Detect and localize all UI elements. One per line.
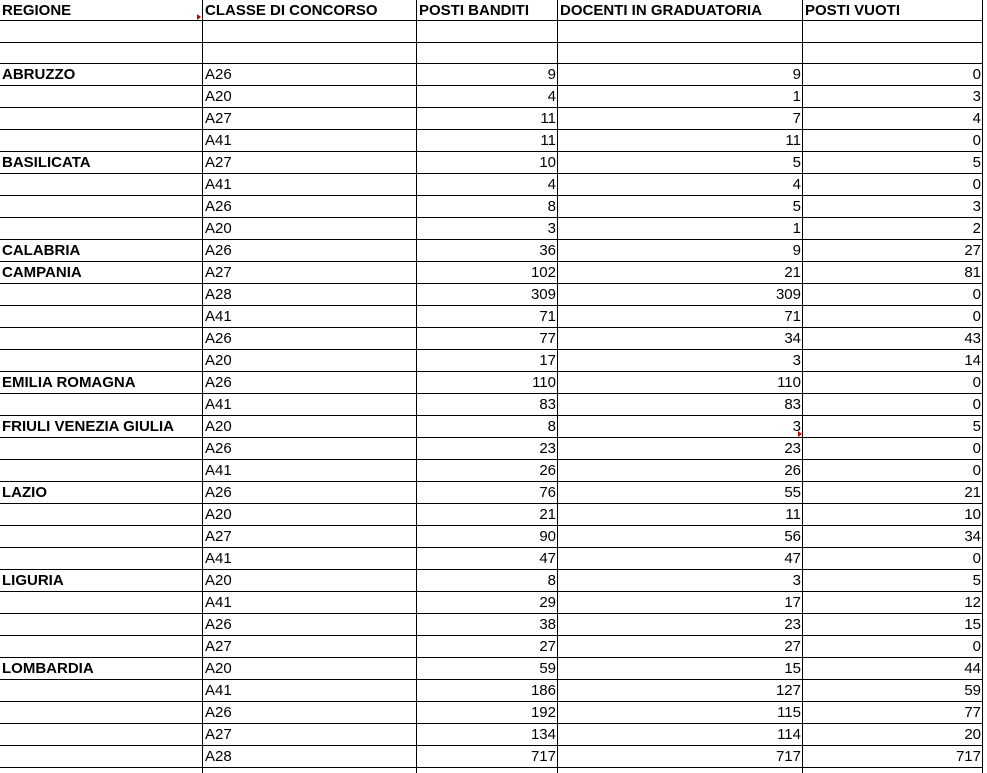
- cell-posti-banditi[interactable]: 17: [539, 352, 556, 369]
- cell-posti-banditi[interactable]: 8: [547, 418, 556, 435]
- cell-regione[interactable]: [0, 306, 203, 328]
- cell-posti-vuoti[interactable]: 2: [972, 220, 981, 237]
- cell-classe[interactable]: A41: [205, 682, 232, 699]
- cell-classe[interactable]: A41: [205, 176, 232, 193]
- row-divider: [0, 85, 983, 86]
- cell-posti-banditi[interactable]: 11: [540, 132, 556, 149]
- cell-docenti[interactable]: 5: [792, 198, 801, 215]
- cell-classe[interactable]: A41: [205, 308, 232, 325]
- cell-classe[interactable]: A26: [205, 484, 232, 501]
- cell-posti-vuoti[interactable]: 34: [964, 528, 981, 545]
- cell-docenti[interactable]: 7: [792, 110, 801, 127]
- cell-docenti[interactable]: 127: [775, 682, 801, 699]
- cell-regione[interactable]: [0, 328, 203, 350]
- cell-regione[interactable]: [0, 504, 203, 526]
- table-row: [0, 86, 987, 108]
- cell-docenti[interactable]: 27: [784, 638, 801, 655]
- cell-classe[interactable]: A41: [205, 462, 232, 479]
- cell-classe[interactable]: A41: [205, 594, 232, 611]
- row-divider: [0, 745, 983, 746]
- cell-docenti[interactable]: 110: [777, 374, 801, 391]
- cell-classe[interactable]: A26: [205, 242, 232, 259]
- table-row: [0, 328, 987, 350]
- cell-posti-vuoti[interactable]: 21: [964, 484, 981, 501]
- overflow-indicator-icon: [197, 14, 201, 20]
- cell-regione[interactable]: [0, 350, 203, 372]
- table-row: [0, 724, 987, 746]
- cell-posti-vuoti[interactable]: 3: [972, 198, 981, 215]
- cell-regione[interactable]: [0, 218, 203, 240]
- cell-posti-vuoti[interactable]: 717: [955, 748, 981, 765]
- cell-posti-vuoti[interactable]: 0: [972, 308, 981, 325]
- table-row: [0, 614, 987, 636]
- table-row: [0, 438, 987, 460]
- cell-classe[interactable]: A41: [205, 550, 232, 567]
- cell-docenti[interactable]: 3: [792, 418, 801, 435]
- table-row: [0, 306, 987, 328]
- overflow-indicator-icon: [798, 431, 802, 437]
- row-divider: [0, 767, 983, 768]
- cell-posti-banditi[interactable]: 83: [539, 396, 556, 413]
- row-divider: [0, 129, 983, 130]
- cell-docenti[interactable]: 5: [792, 154, 801, 171]
- cell-regione[interactable]: [0, 592, 203, 614]
- row-divider: [0, 679, 983, 680]
- cell-posti-vuoti[interactable]: 0: [972, 286, 981, 303]
- row-divider: [0, 261, 983, 262]
- cell-classe[interactable]: A27: [205, 154, 232, 171]
- cell-docenti[interactable]: 34: [784, 330, 801, 347]
- cell-docenti[interactable]: 83: [784, 396, 801, 413]
- cell-posti-banditi[interactable]: 9: [547, 66, 556, 83]
- cell-docenti[interactable]: 1: [792, 220, 801, 237]
- cell-posti-vuoti[interactable]: 12: [964, 594, 981, 611]
- row-divider: [0, 701, 983, 702]
- cell-posti-vuoti[interactable]: 20: [964, 726, 981, 743]
- cell-classe[interactable]: A27: [205, 726, 232, 743]
- cell-posti-banditi[interactable]: 36: [539, 242, 556, 259]
- cell-posti-vuoti[interactable]: 0: [972, 374, 981, 391]
- cell-docenti[interactable]: 717: [775, 748, 801, 765]
- cell-posti-vuoti[interactable]: 0: [972, 440, 981, 457]
- row-divider: [0, 547, 983, 548]
- table-row: [0, 680, 987, 702]
- table-row: [0, 108, 987, 130]
- cell-regione[interactable]: [0, 438, 203, 460]
- table-row: [0, 240, 987, 262]
- cell-posti-banditi[interactable]: 309: [530, 286, 556, 303]
- header-regione[interactable]: REGIONE: [2, 2, 72, 19]
- cell-regione[interactable]: [0, 724, 203, 746]
- cell-docenti[interactable]: 23: [784, 440, 801, 457]
- cell-regione[interactable]: LAZIO: [2, 484, 47, 501]
- row-divider: [0, 42, 983, 43]
- cell-regione[interactable]: BASILICATA: [2, 154, 91, 171]
- cell-posti-vuoti[interactable]: 0: [972, 638, 981, 655]
- cell-posti-vuoti[interactable]: 5: [972, 154, 981, 171]
- cell-posti-banditi[interactable]: 102: [530, 264, 556, 281]
- cell-classe[interactable]: A28: [205, 286, 232, 303]
- cell-docenti[interactable]: 9: [792, 242, 801, 259]
- cell-classe[interactable]: A26: [205, 374, 232, 391]
- cell-posti-banditi[interactable]: 71: [539, 308, 556, 325]
- row-divider: [0, 305, 983, 306]
- cell-classe[interactable]: A20: [205, 660, 232, 677]
- row-divider: [0, 613, 983, 614]
- cell-posti-vuoti[interactable]: 5: [972, 572, 981, 589]
- cell-docenti[interactable]: 11: [785, 506, 801, 523]
- cell-posti-vuoti[interactable]: 5: [972, 418, 981, 435]
- cell-posti-vuoti[interactable]: 0: [972, 176, 981, 193]
- cell-posti-banditi[interactable]: 76: [539, 484, 556, 501]
- cell-docenti[interactable]: 17: [784, 594, 801, 611]
- row-divider: [0, 195, 983, 196]
- cell-posti-banditi[interactable]: 110: [532, 374, 556, 391]
- row-divider: [0, 283, 983, 284]
- cell-regione[interactable]: ABRUZZO: [2, 66, 76, 83]
- cell-posti-vuoti[interactable]: 44: [964, 660, 981, 677]
- cell-regione[interactable]: CAMPANIA: [2, 264, 82, 281]
- row-divider: [0, 63, 983, 64]
- cell-posti-banditi[interactable]: 4: [547, 176, 556, 193]
- cell-posti-banditi[interactable]: 47: [539, 550, 556, 567]
- cell-posti-vuoti[interactable]: 0: [972, 462, 981, 479]
- cell-docenti[interactable]: 9: [792, 66, 801, 83]
- cell-posti-vuoti[interactable]: 0: [972, 550, 981, 567]
- row-divider: [0, 173, 983, 174]
- table-row: [0, 592, 987, 614]
- cell-regione[interactable]: [0, 108, 203, 130]
- cell-regione[interactable]: [0, 636, 203, 658]
- cell-docenti[interactable]: 71: [784, 308, 801, 325]
- row-divider: [0, 393, 983, 394]
- table-row: [0, 130, 987, 152]
- table-row: [0, 416, 987, 438]
- row-divider: [0, 481, 983, 482]
- row-divider: [0, 371, 983, 372]
- row-divider: [0, 503, 983, 504]
- table-row: [0, 526, 987, 548]
- table-row: [0, 262, 987, 284]
- cell-posti-vuoti[interactable]: 0: [972, 132, 981, 149]
- row-divider: [0, 239, 983, 240]
- cell-classe[interactable]: A20: [205, 418, 232, 435]
- cell-regione[interactable]: [0, 130, 203, 152]
- cell-posti-vuoti[interactable]: 27: [964, 242, 981, 259]
- cell-docenti[interactable]: 3: [792, 572, 801, 589]
- cell-classe[interactable]: A27: [205, 110, 232, 127]
- row-divider: [0, 723, 983, 724]
- cell-posti-vuoti[interactable]: 0: [972, 396, 981, 413]
- cell-posti-banditi[interactable]: 26: [539, 462, 556, 479]
- cell-classe[interactable]: A26: [205, 330, 232, 347]
- row-divider: [0, 437, 983, 438]
- cell-classe[interactable]: A20: [205, 220, 232, 237]
- cell-classe[interactable]: A26: [205, 440, 232, 457]
- cell-regione[interactable]: [0, 86, 203, 108]
- row-divider: [0, 569, 983, 570]
- row-divider: [0, 657, 983, 658]
- cell-posti-banditi[interactable]: 38: [539, 616, 556, 633]
- cell-posti-banditi[interactable]: 27: [539, 638, 556, 655]
- cell-posti-banditi[interactable]: 134: [530, 726, 556, 743]
- table-row: [0, 548, 987, 570]
- cell-regione[interactable]: [0, 746, 203, 768]
- table-row: [0, 482, 987, 504]
- cell-posti-banditi[interactable]: 8: [547, 198, 556, 215]
- cell-docenti[interactable]: 23: [784, 616, 801, 633]
- row-divider: [0, 591, 983, 592]
- cell-classe[interactable]: A27: [205, 528, 232, 545]
- cell-regione[interactable]: [0, 196, 203, 218]
- row-divider: [0, 459, 983, 460]
- cell-posti-banditi[interactable]: 23: [539, 440, 556, 457]
- cell-posti-banditi[interactable]: 77: [539, 330, 556, 347]
- cell-posti-banditi[interactable]: 10: [539, 154, 556, 171]
- table-row: [0, 702, 987, 724]
- cell-posti-vuoti[interactable]: 81: [964, 264, 981, 281]
- cell-posti-vuoti[interactable]: 3: [972, 88, 981, 105]
- cell-posti-vuoti[interactable]: 14: [964, 352, 981, 369]
- cell-classe[interactable]: A27: [205, 264, 232, 281]
- cell-regione[interactable]: [0, 614, 203, 636]
- table-row: [0, 372, 987, 394]
- cell-posti-banditi[interactable]: 59: [539, 660, 556, 677]
- row-divider: [0, 217, 983, 218]
- cell-docenti[interactable]: 15: [784, 660, 801, 677]
- cell-docenti[interactable]: 114: [777, 726, 801, 743]
- table-row: [0, 152, 987, 174]
- table-row: [0, 284, 987, 306]
- row-divider: [0, 635, 983, 636]
- cell-regione[interactable]: [0, 284, 203, 306]
- header-row: [0, 0, 987, 22]
- cell-regione[interactable]: [0, 394, 203, 416]
- cell-docenti[interactable]: 21: [784, 264, 801, 281]
- cell-docenti[interactable]: 11: [785, 132, 801, 149]
- cell-posti-banditi[interactable]: 11: [540, 110, 556, 127]
- cell-regione[interactable]: [0, 702, 203, 724]
- cell-docenti[interactable]: 56: [784, 528, 801, 545]
- cell-classe[interactable]: A26: [205, 66, 232, 83]
- cell-docenti[interactable]: 47: [784, 550, 801, 567]
- row-divider: [0, 20, 983, 21]
- cell-posti-banditi[interactable]: 192: [530, 704, 556, 721]
- cell-posti-vuoti[interactable]: 15: [964, 616, 981, 633]
- cell-classe[interactable]: A28: [205, 748, 232, 765]
- cell-regione[interactable]: [0, 680, 203, 702]
- cell-docenti[interactable]: 309: [775, 286, 801, 303]
- cell-classe[interactable]: A26: [205, 198, 232, 215]
- table-row: [0, 570, 987, 592]
- cell-classe[interactable]: A20: [205, 506, 232, 523]
- table-row: [0, 350, 987, 372]
- cell-docenti[interactable]: 26: [784, 462, 801, 479]
- table-row: [0, 658, 987, 680]
- row-divider: [0, 349, 983, 350]
- cell-classe[interactable]: A26: [205, 616, 232, 633]
- cell-posti-banditi[interactable]: 8: [547, 572, 556, 589]
- cell-posti-banditi[interactable]: 21: [539, 506, 556, 523]
- table-row: [0, 174, 987, 196]
- cell-classe[interactable]: A20: [205, 352, 232, 369]
- header-posti-vuoti[interactable]: POSTI VUOTI: [805, 2, 901, 19]
- cell-posti-banditi[interactable]: 186: [530, 682, 556, 699]
- row-divider: [0, 107, 983, 108]
- cell-posti-banditi[interactable]: 90: [539, 528, 556, 545]
- cell-posti-vuoti[interactable]: 77: [964, 704, 981, 721]
- cell-regione[interactable]: FRIULI VENEZIA GIULIA: [2, 418, 174, 435]
- cell-regione[interactable]: LOMBARDIA: [2, 660, 94, 677]
- cell-regione[interactable]: [0, 548, 203, 570]
- table-row: [0, 218, 987, 240]
- header-classe[interactable]: CLASSE DI CONCORSO: [205, 2, 378, 19]
- cell-regione[interactable]: [0, 460, 203, 482]
- cell-posti-banditi[interactable]: 717: [530, 748, 556, 765]
- cell-regione[interactable]: [0, 174, 203, 196]
- cell-docenti[interactable]: 4: [792, 176, 801, 193]
- cell-classe[interactable]: A20: [205, 88, 232, 105]
- cell-docenti[interactable]: 3: [792, 352, 801, 369]
- header-docenti[interactable]: DOCENTI IN GRADUATORIA: [560, 2, 762, 19]
- table-row: [0, 394, 987, 416]
- cell-docenti[interactable]: 1: [792, 88, 801, 105]
- table-row: [0, 636, 987, 658]
- cell-classe[interactable]: A41: [205, 396, 232, 413]
- cell-regione[interactable]: EMILIA ROMAGNA: [2, 374, 136, 391]
- table-row: [0, 196, 987, 218]
- row-divider: [0, 327, 983, 328]
- cell-posti-banditi[interactable]: 3: [547, 220, 556, 237]
- cell-classe[interactable]: A27: [205, 638, 232, 655]
- cell-posti-vuoti[interactable]: 10: [964, 506, 981, 523]
- row-divider: [0, 415, 983, 416]
- cell-docenti[interactable]: 55: [784, 484, 801, 501]
- table-row: [0, 460, 987, 482]
- cell-regione[interactable]: [0, 526, 203, 548]
- cell-regione[interactable]: LIGURIA: [2, 572, 64, 589]
- cell-posti-vuoti[interactable]: 0: [972, 66, 981, 83]
- cell-posti-banditi[interactable]: 4: [547, 88, 556, 105]
- cell-classe[interactable]: A41: [205, 132, 232, 149]
- table-row: [0, 504, 987, 526]
- cell-regione[interactable]: CALABRIA: [2, 242, 81, 259]
- cell-posti-vuoti[interactable]: 59: [964, 682, 981, 699]
- table-row: [0, 746, 987, 768]
- cell-posti-vuoti[interactable]: 43: [964, 330, 981, 347]
- cell-classe[interactable]: A26: [205, 704, 232, 721]
- row-divider: [0, 151, 983, 152]
- header-posti-banditi[interactable]: POSTI BANDITI: [419, 2, 530, 19]
- row-divider: [0, 525, 983, 526]
- cell-docenti[interactable]: 115: [777, 704, 801, 721]
- cell-classe[interactable]: A20: [205, 572, 232, 589]
- cell-posti-banditi[interactable]: 29: [539, 594, 556, 611]
- table-row: [0, 64, 987, 86]
- cell-posti-vuoti[interactable]: 4: [972, 110, 981, 127]
